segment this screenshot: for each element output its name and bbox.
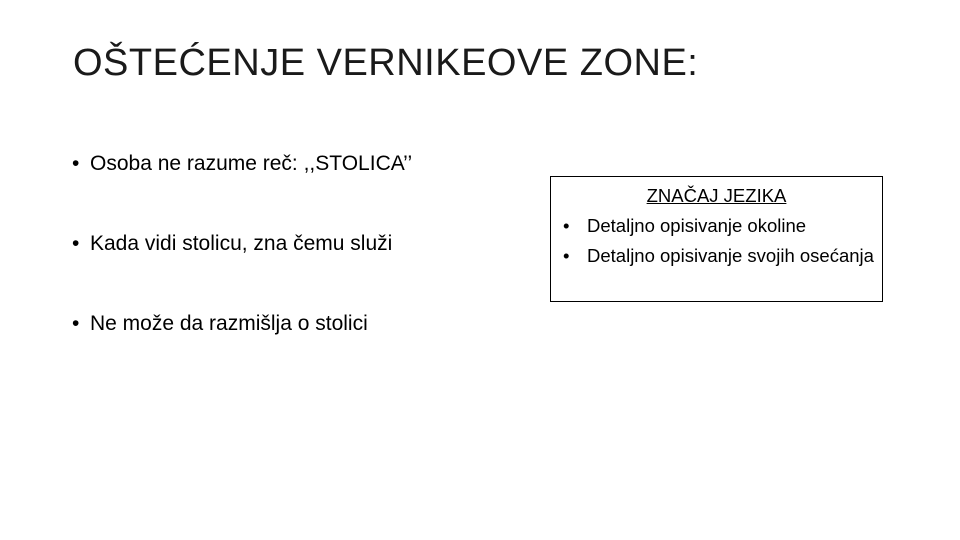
bullet-dot-icon: • [72, 232, 80, 255]
bullet-dot-icon: • [72, 152, 80, 175]
bullet-dot-icon: • [563, 245, 570, 266]
bullet-dot-icon: • [563, 215, 570, 236]
bullet-item [72, 308, 512, 340]
info-box-item-text: Detaljno opisivanje okoline [587, 215, 807, 236]
info-box [550, 176, 883, 302]
bullet-dot-icon: • [72, 312, 80, 335]
info-box-item [559, 211, 874, 241]
bullet-text: Ne može da razmišlja o stolici [90, 312, 368, 335]
bullet-item [72, 148, 512, 180]
bullet-text: Kada vidi stolicu, zna čemu služi [90, 232, 393, 255]
slide-title: OŠTEĆENJE VERNIKEOVE ZONE: [73, 42, 699, 84]
info-box-list [559, 211, 874, 271]
info-box-item-text: Detaljno opisivanje svojih osećanja [587, 245, 874, 266]
info-box-item [559, 241, 874, 271]
info-box-title: ZNAČAJ JEZIKA [646, 185, 787, 206]
bullet-text: Osoba ne razume reč: ,,STOLICA’’ [90, 152, 413, 175]
bullet-list [72, 148, 512, 388]
bullet-item [72, 228, 512, 260]
